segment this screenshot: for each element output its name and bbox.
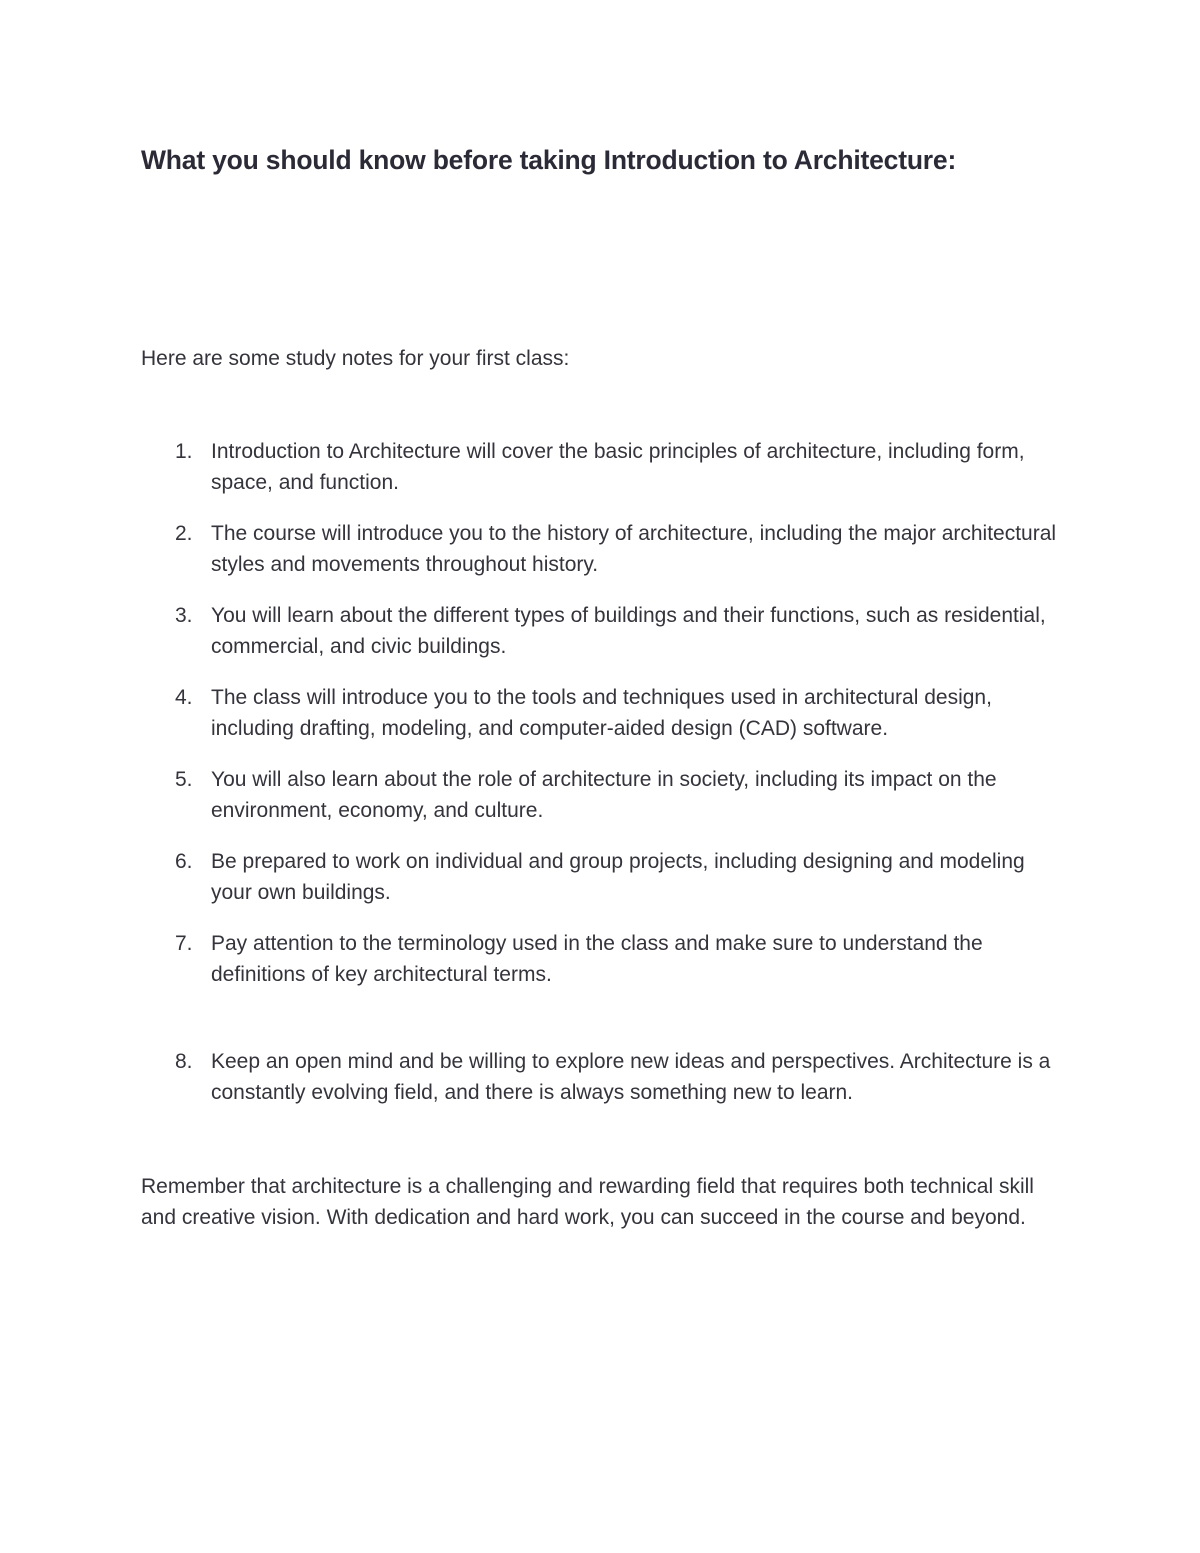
list-item-number: 4. — [175, 686, 193, 709]
list-item-number: 6. — [175, 850, 193, 873]
list-item-number: 7. — [175, 932, 193, 955]
list-item-number: 5. — [175, 768, 193, 791]
list-item-text: Pay attention to the terminology used in the class and make sure to understand the definitions of key architectural terms. — [211, 932, 983, 986]
list-item — [141, 518, 1071, 580]
list-item-text: You will learn about the different types of buildings and their functions, such as residential, commercial, and civic buildings. — [211, 604, 1046, 658]
list-item-text: The course will introduce you to the history of architecture, including the major architectural styles and movements throughout history. — [211, 522, 1057, 576]
list-item — [141, 600, 1071, 662]
intro-paragraph: Here are some study notes for your first class: — [141, 347, 570, 370]
closing-paragraph: Remember that architecture is a challenging and rewarding field that requires both technical skill and creative vision. With dedication and hard work, you can succeed in the course and beyond. — [141, 1175, 1034, 1229]
list-item — [141, 1046, 1071, 1108]
list-item-number: 3. — [175, 604, 193, 627]
list-item — [141, 846, 1071, 908]
list-item-number: 8. — [175, 1050, 193, 1073]
list-item-text: Be prepared to work on individual and group projects, including designing and modeling your own buildings. — [211, 850, 1025, 904]
list-item-text: Keep an open mind and be willing to explore new ideas and perspectives. Architecture is a constantly evolving field, and there is always something new to learn. — [211, 1050, 1051, 1104]
list-item-number: 1. — [175, 440, 193, 463]
page-title: What you should know before taking Introduction to Architecture: — [141, 145, 957, 175]
list-item — [141, 764, 1071, 826]
list-item — [141, 436, 1071, 498]
list-item — [141, 682, 1071, 744]
list-item-text: The class will introduce you to the tools and techniques used in architectural design, including drafting, modeling, and computer-aided design (CAD) software. — [211, 686, 992, 740]
list-item — [141, 928, 1071, 990]
list-item-text: You will also learn about the role of architecture in society, including its impact on the environment, economy, and culture. — [211, 768, 997, 822]
list-item-text: Introduction to Architecture will cover the basic principles of architecture, including form, space, and function. — [211, 440, 1025, 494]
list-item-number: 2. — [175, 522, 193, 545]
